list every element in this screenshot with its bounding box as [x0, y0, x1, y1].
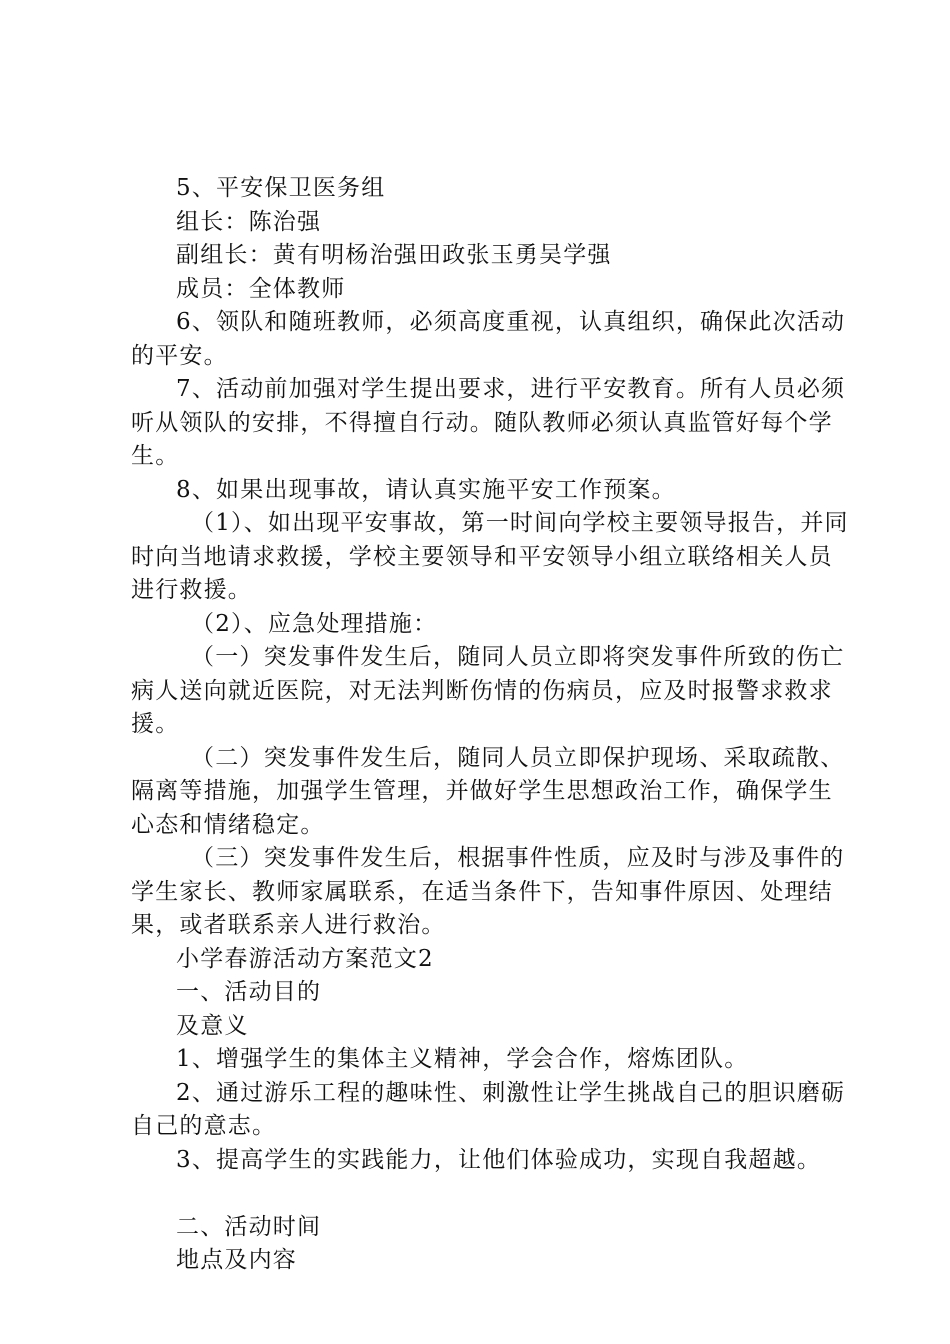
- heading-activity-time: 二、活动时间: [176, 1213, 322, 1240]
- paragraph-item-6: 6、领队和随班教师，必须高度重视，认真组织，确保此次活动的平安。: [131, 309, 846, 369]
- blank-line: [131, 1177, 851, 1211]
- paragraph-subitem-2: （2）、应急处理措施：: [191, 610, 438, 637]
- heading-activity-purpose: 一、活动目的: [176, 979, 322, 1005]
- paragraph-item-8: 8、如果出现事故，请认真实施平安工作预案。: [176, 476, 676, 503]
- deputy-leader-line: 副组长：黄有明杨治强田政张玉勇吴学强: [176, 242, 612, 268]
- section-heading-security-medical: 5、平安保卫医务组: [176, 175, 386, 201]
- paragraph-measure-1: （一）突发事件发生后，随同人员立即将突发事件所致的伤亡病人送向就近医院，对无法判断伤情的伤病员，应及时报警求救求援。: [131, 644, 845, 737]
- purpose-item-2: 2、通过游乐工程的趣味性、刺激性让学生挑战自己的胆识磨砺自己的意志。: [131, 1079, 846, 1139]
- paragraph-item-7: 7、活动前加强对学生提出要求，进行平安教育。所有人员必须听从领队的安排，不得擅自行动。随队教师必须认真监管好每个学生。: [131, 376, 846, 469]
- paragraph-measure-2: （二）突发事件发生后，随同人员立即保护现场、采取疏散、隔离等措施，加强学生管理，并做好学生思想政治工作，确保学生心态和情绪稳定。: [131, 744, 845, 838]
- document-title-2: 小学春游活动方案范文2: [176, 945, 434, 972]
- document-body: [131, 172, 851, 1278]
- heading-activity-purpose-cont: 及意义: [176, 1012, 249, 1039]
- paragraph-measure-3: （三）突发事件发生后，根据事件性质，应及时与涉及事件的学生家长、教师家属联系，在适当条件下，告知事件原因、处理结果，或者联系亲人进行救治。: [131, 845, 845, 938]
- purpose-item-3: 3、提高学生的实践能力，让他们体验成功，实现自我超越。: [176, 1146, 822, 1173]
- group-leader-line: 组长：陈治强: [176, 208, 322, 235]
- paragraph-subitem-1: （1）、如出现平安事故，第一时间向学校主要领导报告，并同时向当地请求救援，学校主要领导和平安领导小组立联络相关人员进行救援。: [131, 510, 849, 603]
- purpose-item-1: 1、增强学生的集体主义精神，学会合作，熔炼团队。: [176, 1046, 749, 1072]
- members-line: 成员：全体教师: [176, 275, 346, 302]
- heading-activity-time-cont: 地点及内容: [176, 1247, 297, 1273]
